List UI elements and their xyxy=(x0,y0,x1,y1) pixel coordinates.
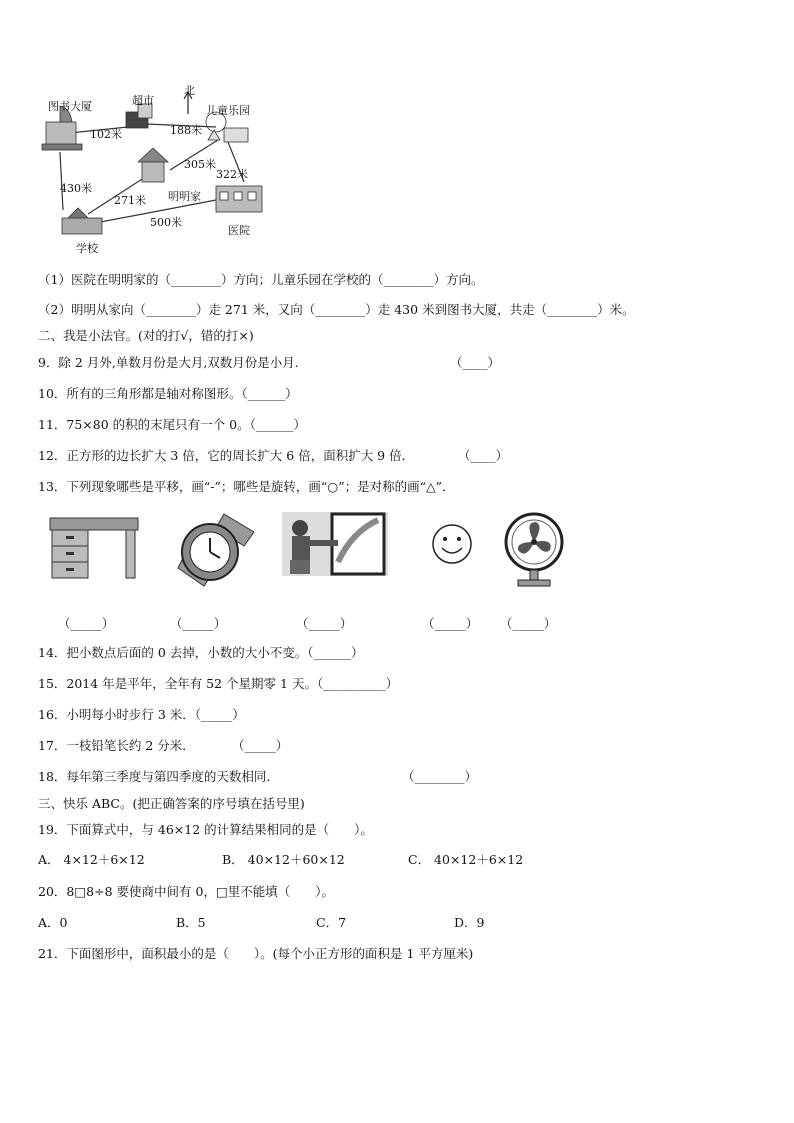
q13-blank-2[interactable]: （_____） xyxy=(170,616,227,631)
question-19: 19．下面算式中，与 46×12 的计算结果相同的是（ ）。 xyxy=(38,822,373,837)
label-park: 儿童乐园 xyxy=(206,104,250,117)
watch-picture xyxy=(164,512,260,588)
question-21: 21．下面图形中，面积最小的是（ ）。(每个小正方形的面积是 1 平方厘米) xyxy=(38,946,474,961)
fan-picture xyxy=(502,512,566,588)
desk-picture xyxy=(48,512,140,582)
section-2-heading: 二、我是小法官。(对的打√，错的打×) xyxy=(38,328,254,343)
label-dist-library-supermarket: 102米 xyxy=(90,128,122,141)
question-15: 15．2014 年是平年，全年有 52 个星期零 1 天。（__________） xyxy=(38,676,399,691)
question-20: 20．8□8÷8 要使商中间有 0，□里不能填（ ）。 xyxy=(38,884,335,899)
q13-blank-5[interactable]: （_____） xyxy=(500,616,557,631)
question-17: 17．一枝铅笔长约 2 分米． xyxy=(38,738,195,753)
question-11: 11．75×80 的积的末尾只有一个 0。（______） xyxy=(38,417,306,432)
q19-option-c[interactable]: C． 40×12＋6×12 xyxy=(408,852,524,867)
q20-option-c[interactable]: C．7 xyxy=(316,915,347,930)
label-north: 北 xyxy=(184,84,195,97)
question-10: 10．所有的三角形都是轴对称图形。（______） xyxy=(38,386,298,401)
question-9-blank[interactable]: （____） xyxy=(450,355,501,370)
question-18: 18．每年第三季度与第四季度的天数相同． xyxy=(38,769,279,784)
question-14: 14．把小数点后面的 0 去掉，小数的大小不变。（______） xyxy=(38,645,364,660)
label-dist-school-home: 271米 xyxy=(114,194,146,207)
window-picture xyxy=(282,512,388,576)
q20-option-d[interactable]: D．9 xyxy=(454,915,485,930)
q8-part1: （1）医院在明明家的（________）方向；儿童乐园在学校的（________）方向。 xyxy=(38,272,484,287)
q19-option-a[interactable]: A． 4×12＋6×12 xyxy=(38,852,145,867)
q8-part2: （2）明明从家向（________）走 271 米，又向（________）走 430 米到图书大厦，共走（________）米。 xyxy=(38,302,635,317)
question-18-blank[interactable]: （________） xyxy=(402,769,478,784)
q13-blank-3[interactable]: （_____） xyxy=(296,616,353,631)
question-12-blank[interactable]: （____） xyxy=(458,448,509,463)
q13-blank-4[interactable]: （_____） xyxy=(422,616,479,631)
question-13: 13．下列现象哪些是平移，画“-”；哪些是旋转，画“○”；是对称的画“△”． xyxy=(38,479,455,494)
question-9: 9．除 2 月外,单数月份是大月,双数月份是小月. xyxy=(38,355,299,370)
map-figure xyxy=(38,82,278,260)
label-school: 学校 xyxy=(76,242,98,255)
question-12: 12．正方形的边长扩大 3 倍，它的周长扩大 6 倍，面积扩大 9 倍． xyxy=(38,448,415,463)
label-dist-school-hospital: 500米 xyxy=(150,216,182,229)
label-dist-library-school: 430米 xyxy=(60,182,92,195)
label-library: 图书大厦 xyxy=(48,100,92,113)
label-hospital: 医院 xyxy=(228,224,250,237)
label-dist-home-park: 305米 xyxy=(184,158,216,171)
home-building xyxy=(138,148,168,182)
q20-option-b[interactable]: B．5 xyxy=(176,915,206,930)
q19-option-b[interactable]: B． 40×12＋60×12 xyxy=(222,852,345,867)
q20-option-a[interactable]: A．0 xyxy=(38,915,68,930)
hospital-building xyxy=(216,186,262,212)
section-3-heading: 三、快乐 ABC。(把正确答案的序号填在括号里) xyxy=(38,796,305,811)
question-17-blank[interactable]: （_____） xyxy=(232,738,289,753)
label-home: 明明家 xyxy=(168,190,201,203)
label-dist-park-hospital: 322米 xyxy=(216,168,248,181)
label-dist-supermarket-park: 188米 xyxy=(170,124,202,137)
question-16: 16．小明每小时步行 3 米．（_____） xyxy=(38,707,245,722)
smiley-picture xyxy=(430,522,474,566)
q13-blank-1[interactable]: （_____） xyxy=(58,616,115,631)
school-building xyxy=(62,208,102,234)
label-supermarket: 超市 xyxy=(132,94,154,107)
